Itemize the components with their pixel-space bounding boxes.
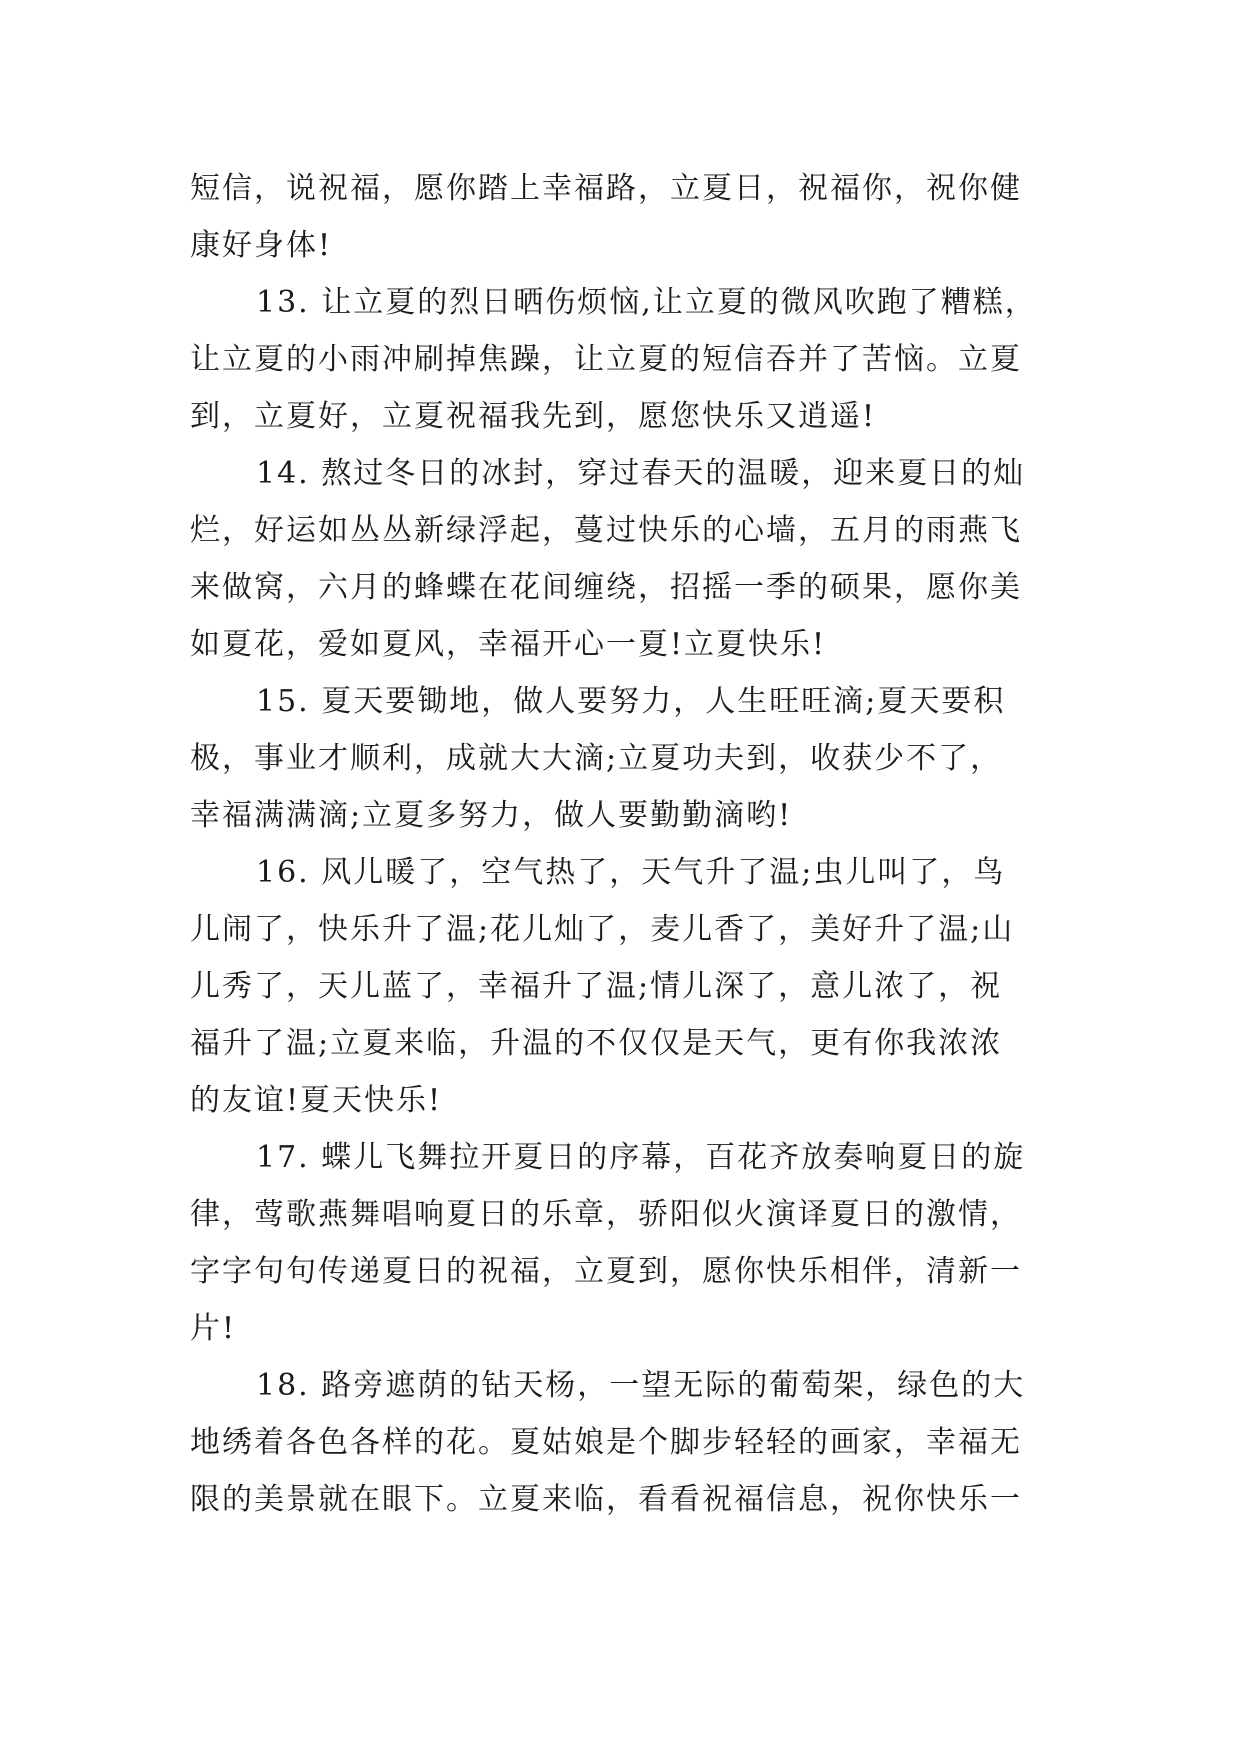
paragraph-line: 到，立夏好，立夏祝福我先到，愿您快乐又逍遥! [190, 399, 877, 434]
paragraph-first-line: 14. 熬过冬日的冰封，穿过春天的温暖，迎来夏日的灿 [256, 456, 1026, 491]
paragraph-first-line: 17. 蝶儿飞舞拉开夏日的序幕，百花齐放奏响夏日的旋 [256, 1140, 1026, 1175]
paragraph-first-line: 16. 风儿暖了，空气热了，天气升了温;虫儿叫了，鸟 [256, 855, 1006, 890]
paragraph-line: 的友谊!夏天快乐! [190, 1083, 443, 1118]
paragraph-line: 康好身体! [190, 228, 333, 263]
paragraph-line: 来做窝，六月的蜂蝶在花间缠绕，招摇一季的硕果，愿你美 [190, 570, 1022, 605]
paragraph-first-line: 13. 让立夏的烈日晒伤烦恼,让立夏的微风吹跑了糟糕， [256, 285, 1037, 320]
paragraph-line: 地绣着各色各样的花。夏姑娘是个脚步轻轻的画家，幸福无 [190, 1425, 1022, 1460]
paragraph-line: 律，莺歌燕舞唱响夏日的乐章，骄阳似火演译夏日的激情， [190, 1197, 1022, 1232]
paragraph-line: 儿秀了，天儿蓝了，幸福升了温;情儿深了，意儿浓了，祝 [190, 969, 1003, 1004]
paragraph-line: 短信，说祝福，愿你踏上幸福路，立夏日，祝福你，祝你健 [190, 171, 1022, 206]
paragraph-line: 幸福满满滴;立夏多努力，做人要勤勤滴哟! [190, 798, 793, 833]
paragraph-first-line: 18. 路旁遮荫的钻天杨，一望无际的葡萄架，绿色的大 [256, 1368, 1026, 1403]
paragraph-line: 儿闹了，快乐升了温;花儿灿了，麦儿香了，美好升了温;山 [190, 912, 1015, 947]
paragraph-line: 字字句句传递夏日的祝福，立夏到，愿你快乐相伴，清新一 [190, 1254, 1022, 1289]
paragraph-line: 福升了温;立夏来临，升温的不仅仅是天气，更有你我浓浓 [190, 1026, 1003, 1061]
paragraph-line: 极，事业才顺利，成就大大滴;立夏功夫到，收获少不了， [190, 741, 1003, 776]
paragraph-first-line: 15. 夏天要锄地，做人要努力，人生旺旺滴;夏天要积 [256, 684, 1006, 719]
paragraph-line: 让立夏的小雨冲刷掉焦躁，让立夏的短信吞并了苦恼。立夏 [190, 342, 1022, 377]
paragraph-line: 限的美景就在眼下。立夏来临，看看祝福信息，祝你快乐一 [190, 1482, 1022, 1517]
paragraph-line: 如夏花，爱如夏风，幸福开心一夏!立夏快乐! [190, 627, 827, 662]
paragraph-line: 烂，好运如丛丛新绿浮起，蔓过快乐的心墙，五月的雨燕飞 [190, 513, 1022, 548]
document-body [190, 160, 1090, 1528]
paragraph-line: 片! [190, 1311, 237, 1346]
